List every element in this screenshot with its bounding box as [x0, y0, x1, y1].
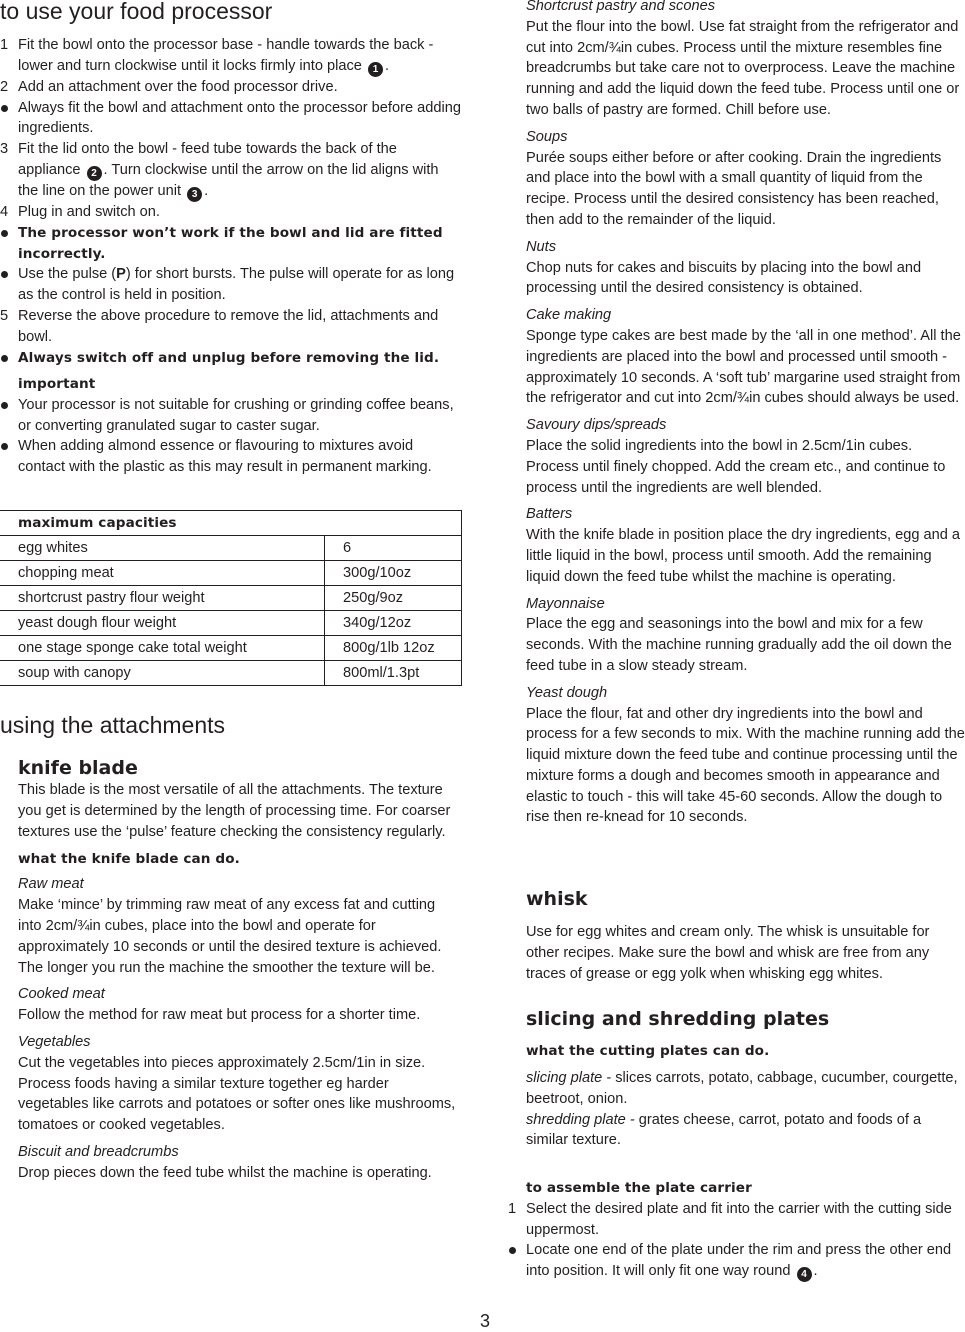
knife-subsection: Vegetables Cut the vegetables into pieces approximately 2.5cm/1in in size. Process foods having a similar texture together eg harder vegetables like carrots and potatoes or softer ones like mushrooms, tomatoes or cooked vegetables.	[18, 1033, 456, 1134]
bullet-icon	[1, 105, 8, 112]
knife-blade-section	[0, 756, 462, 1184]
important-note: Your processor is not suitable for crushing or grinding coffee beans, or converting granulated sugar to caster sugar.	[0, 395, 462, 437]
page-number: 3	[479, 1311, 490, 1331]
step-number: 4	[0, 203, 9, 220]
knife-subsection: Raw meat Make ‘mince’ by trimming raw meat of any excess fat and cutting into 2cm/¾in cubes, place into the bowl and operate for approximately 10 seconds or until the desired texture is achieved. The longer you run the machine the smoother the texture will be.	[18, 876, 442, 976]
callout-number-icon: 2	[87, 166, 102, 181]
step-number: 3	[0, 141, 9, 158]
table-row: egg whites 6	[0, 536, 462, 561]
bullet-note: Use the pulse (P) for short bursts. The pulse will operate for as long as the control is held in position.	[0, 264, 462, 306]
cutting-can-do-heading: what the cutting plates can do.	[526, 1043, 770, 1059]
whisk-title: whisk	[526, 888, 588, 910]
knife-subsection: Savoury dips/spreads Place the solid ingredients into the bowl in 2.5cm/1in cubes. Process until finely chopped. Add the cream etc., and continue to process until the ingredients are well blended.	[526, 417, 946, 496]
slicing-section	[508, 1007, 965, 1151]
step-3: 3 Fit the lid onto the bowl - feed tube towards the back of the appliance 2 . Turn clockwise until the arrow on the lid aligns with the line on the power unit 3 .	[0, 141, 439, 200]
important-section	[0, 374, 462, 478]
knife-blade-title: knife blade	[18, 757, 138, 779]
usage-steps	[0, 35, 462, 368]
bullet-icon	[509, 1247, 516, 1254]
table-row: chopping meat 300g/10oz	[0, 561, 462, 586]
capacities-table	[0, 510, 462, 686]
important-note: When adding almond essence or flavouring to mixtures avoid contact with the plastic as this may result in permanent marking.	[0, 436, 462, 478]
table-header-row	[0, 511, 462, 536]
bullet-warning: The processor won’t work if the bowl and lid are fitted incorrectly.	[0, 223, 462, 265]
section-title: using the attachments	[0, 712, 226, 738]
step-2: 2 Add an attachment over the food processor drive.	[0, 77, 462, 98]
step-4: 4 Plug in and switch on.	[0, 202, 462, 223]
table-row: one stage sponge cake total weight 800g/1lb 12oz	[0, 636, 462, 661]
bullet-icon	[1, 355, 8, 362]
step-number: 1	[0, 37, 9, 53]
table-title: maximum capacities	[18, 515, 177, 531]
step-number: 2	[0, 78, 9, 95]
bullet-icon	[1, 271, 8, 278]
step-5: 5 Reverse the above procedure to remove the lid, attachments and bowl.	[0, 307, 439, 345]
page-heading	[0, 0, 462, 25]
assemble-step-1: 1 Select the desired plate and fit into the carrier with the cutting side uppermost.	[508, 1200, 952, 1238]
important-label: important	[18, 376, 96, 392]
shredding-plate-text: shredding plate - grates cheese, carrot, potato and foods of a similar texture.	[526, 1111, 922, 1149]
knife-blade-intro: This blade is the most versatile of all the attachments. The texture you get is determined by the length of processing time. For coarser textures use the ‘pulse’ feature checking the consistency regularly.	[18, 782, 451, 840]
knife-subsection: Yeast dough Place the flour, fat and other dry ingredients into the bowl and process for a few seconds to mix. With the machine running add the liquid mixture down the feed tube and continue processing until the mixture forms a dough and becomes smooth in appearance and elastic to touch - this will take 45-60 seconds. Allow the dough to rise then re-knead for 10 seconds.	[526, 684, 965, 826]
knife-subsection: Soups Purée soups either before or after cooking. Drain the ingredients and place into the bowl with a small quantity of liquid from the recipe. Process until the desired consistency has been reached, then add to the remainder of the liquid.	[526, 128, 942, 228]
knife-subsection: Cooked meat Follow the method for raw meat but process for a shorter time.	[18, 986, 421, 1024]
step-1: 1 Fit the bowl onto the processor base - handle towards the back - lower and turn clockwise until it locks firmly into place 1 .	[0, 37, 434, 75]
knife-subsection: Shortcrust pastry and scones Put the flour into the bowl. Use fat straight from the refrigerator and cut into 2cm/¾in cubes. Process until the mixture resembles fine breadcrumbs but take care not to overprocess. Leave the machine running and add the liquid down the feed tube. Process until one or two balls of pastry are formed. Chill before use.	[526, 0, 960, 118]
whisk-body: Use for egg whites and cream only. The whisk is unsuitable for other recipes. Make sure the bowl and whisk are free from any traces of grease or egg yolk when whisking egg whites.	[526, 924, 930, 982]
step-number: 5	[0, 307, 9, 324]
knife-subsection: Biscuit and breadcrumbs Drop pieces down the feed tube whilst the machine is operating.	[18, 1143, 432, 1181]
knife-uses-continued	[508, 0, 965, 828]
knife-can-do-heading: what the knife blade can do.	[18, 851, 240, 868]
bullet-icon	[1, 402, 8, 409]
step-number: 1	[508, 1200, 517, 1217]
bullet-note: Always fit the bowl and attachment onto the processor before adding ingredients.	[0, 98, 462, 140]
callout-number-icon: 4	[797, 1267, 812, 1282]
slicing-title: slicing and shredding plates	[526, 1008, 830, 1030]
bullet-warning: Always switch off and unplug before removing the lid.	[0, 348, 462, 369]
assemble-bullet: Locate one end of the plate under the rim and press the other end into position. It will only fit one way round 4 .	[508, 1240, 965, 1282]
attachments-heading	[0, 711, 462, 739]
assemble-title: to assemble the plate carrier	[526, 1180, 752, 1196]
knife-subsection: Nuts Chop nuts for cakes and biscuits by placing into the bowl and processing until the desired consistency is obtained.	[526, 238, 922, 297]
whisk-section	[508, 887, 965, 984]
knife-subsection: Cake making Sponge type cakes are best made by the ‘all in one method’. All the ingredients are placed into the bowl and processed until smooth - approximately 10 seconds. A ‘soft tub’ margarine used straight from the refrigerator and cut into 2cm/¾in cubes should always be used.	[526, 307, 961, 407]
slicing-plate-text: slicing plate - slices carrots, potato, cabbage, cucumber, courgette, beetroot, onion.	[526, 1070, 958, 1107]
table-row: yeast dough flour weight 340g/12oz	[0, 611, 462, 636]
table-row: soup with canopy 800ml/1.3pt	[0, 661, 462, 686]
bullet-icon	[1, 443, 8, 450]
knife-subsection: Mayonnaise Place the egg and seasonings into the bowl and mix for a few seconds. With the machine running gradually add the oil down the feed tube in a slow steady stream.	[526, 595, 952, 674]
page-title: to use your food processor	[0, 0, 273, 24]
callout-number-icon: 3	[187, 187, 202, 202]
knife-subsection: Batters With the knife blade in position place the dry ingredients, egg and a little liquid in the bowl, process until smooth. Add the remaining liquid down the feed tube whilst the machine is operating.	[526, 506, 961, 585]
assemble-section	[508, 1178, 965, 1282]
callout-number-icon: 1	[368, 62, 383, 77]
bullet-icon	[1, 230, 8, 237]
table-row: shortcrust pastry flour weight 250g/9oz	[0, 586, 462, 611]
